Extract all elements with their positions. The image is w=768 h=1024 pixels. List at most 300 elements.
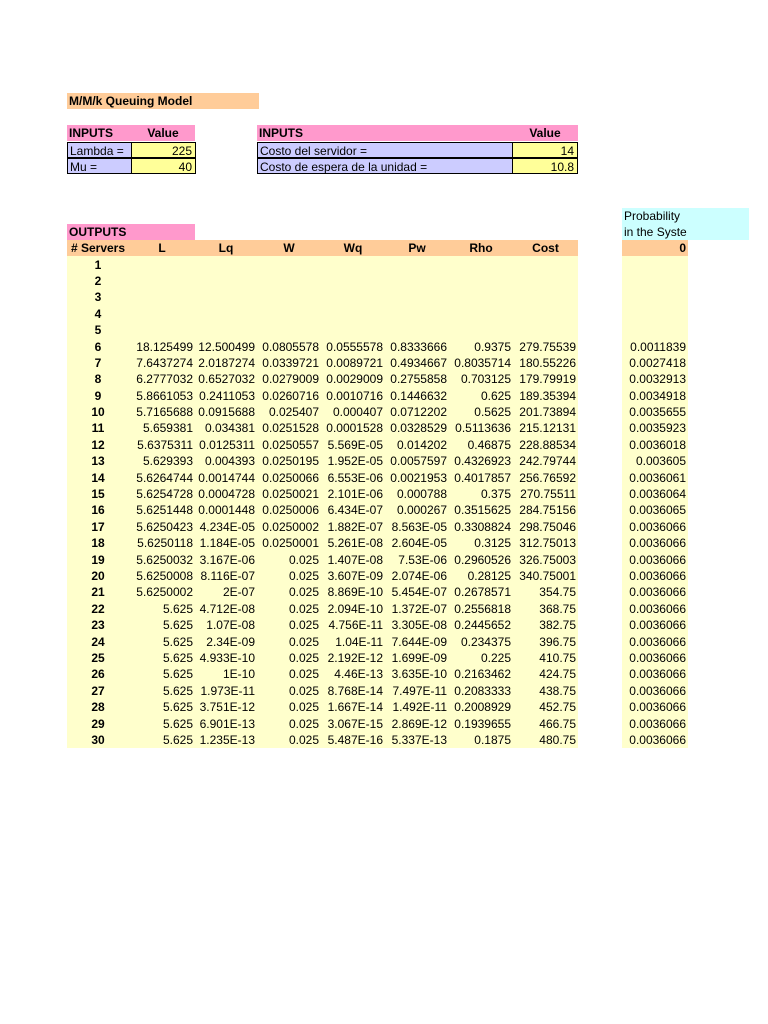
output-cell: 0.2755858 <box>385 371 449 387</box>
output-cell: 1.184E-05 <box>195 535 257 551</box>
output-cell: 5.625 <box>129 601 195 617</box>
server-count-cell: 8 <box>67 371 129 387</box>
output-cell: 298.75046 <box>513 519 578 535</box>
output-cell: 270.75511 <box>513 486 578 502</box>
output-cell: 0.0250021 <box>257 486 321 502</box>
col-header-lq: Lq <box>195 240 257 256</box>
output-cell <box>129 273 195 289</box>
table-row <box>67 420 578 436</box>
output-cell: 5.625 <box>129 666 195 682</box>
output-cell: 0.225 <box>449 650 513 666</box>
output-cell: 0.703125 <box>449 371 513 387</box>
server-count-cell: 15 <box>67 486 129 502</box>
probability-row <box>622 535 688 551</box>
output-cell: 3.167E-06 <box>195 551 257 567</box>
output-cell: 0.2163462 <box>449 666 513 682</box>
probability-cell: 0.0036066 <box>622 666 688 682</box>
output-cell: 1.04E-11 <box>321 633 385 649</box>
table-row <box>67 519 578 535</box>
output-cell: 5.6251448 <box>129 502 195 518</box>
output-cell <box>449 322 513 338</box>
output-cell: 0.025 <box>257 715 321 731</box>
table-row <box>67 601 578 617</box>
probability-row <box>622 666 688 682</box>
table-row <box>67 338 578 354</box>
output-cell: 5.6375311 <box>129 437 195 453</box>
output-cell: 12.500499 <box>195 338 257 354</box>
output-cell: 1.372E-07 <box>385 601 449 617</box>
output-cell <box>195 289 257 305</box>
col-header-cost: Cost <box>513 240 578 256</box>
output-cell: 0.0014744 <box>195 469 257 485</box>
output-cell: 5.6250008 <box>129 568 195 584</box>
output-cell: 0.234375 <box>449 633 513 649</box>
probability-row <box>622 256 688 272</box>
table-row <box>67 404 578 420</box>
output-cell: 340.75001 <box>513 568 578 584</box>
server-count-cell: 19 <box>67 551 129 567</box>
output-cell: 0.46875 <box>449 437 513 453</box>
output-cell: 1.973E-11 <box>195 683 257 699</box>
output-cell <box>129 322 195 338</box>
server-count-cell: 10 <box>67 404 129 420</box>
outputs-table <box>67 240 578 748</box>
table-row <box>67 256 578 272</box>
probability-row <box>622 584 688 600</box>
server-count-cell: 26 <box>67 666 129 682</box>
probability-row <box>622 338 688 354</box>
output-cell <box>257 306 321 322</box>
output-cell: 0.8333666 <box>385 338 449 354</box>
output-cell: 6.2777032 <box>129 371 195 387</box>
output-cell: 4.933E-10 <box>195 650 257 666</box>
probability-cell: 0.0036066 <box>622 699 688 715</box>
probability-row <box>622 502 688 518</box>
col-header-w: W <box>257 240 321 256</box>
output-cell: 0.0555578 <box>321 338 385 354</box>
table-row <box>67 437 578 453</box>
output-cell <box>129 306 195 322</box>
output-cell <box>321 256 385 272</box>
output-cell: 1.492E-11 <box>385 699 449 715</box>
output-cell: 5.629393 <box>129 453 195 469</box>
probability-column <box>622 240 688 748</box>
probability-cell: 0.0035655 <box>622 404 688 420</box>
output-cell: 4.234E-05 <box>195 519 257 535</box>
output-cell: 5.337E-13 <box>385 732 449 748</box>
probability-cell: 0.0036066 <box>622 601 688 617</box>
output-cell: 6.434E-07 <box>321 502 385 518</box>
output-cell: 0.0251528 <box>257 420 321 436</box>
server-count-cell: 21 <box>67 584 129 600</box>
output-cell: 0.2411053 <box>195 388 257 404</box>
output-cell: 5.6264744 <box>129 469 195 485</box>
lambda-label: Lambda = <box>67 142 131 158</box>
output-cell: 0.0125311 <box>195 437 257 453</box>
probability-cell: 0.0036061 <box>622 469 688 485</box>
probability-cell: 0.0036066 <box>622 551 688 567</box>
col-header-wq: Wq <box>321 240 385 256</box>
server-count-cell: 29 <box>67 715 129 731</box>
output-cell: 0.0089721 <box>321 355 385 371</box>
table-row <box>67 584 578 600</box>
server-count-cell: 6 <box>67 338 129 354</box>
output-cell: 5.625 <box>129 732 195 748</box>
waiting-cost-label: Costo de espera de la unidad = <box>257 158 512 174</box>
output-cell: 0.5625 <box>449 404 513 420</box>
table-row <box>67 683 578 699</box>
col-header-rho: Rho <box>449 240 513 256</box>
output-cell: 4.712E-08 <box>195 601 257 617</box>
output-cell <box>449 273 513 289</box>
output-cell: 5.659381 <box>129 420 195 436</box>
output-cell: 0.000407 <box>321 404 385 420</box>
output-cell: 2.0187274 <box>195 355 257 371</box>
probability-row <box>622 617 688 633</box>
probability-row <box>622 420 688 436</box>
mu-label: Mu = <box>67 158 131 174</box>
output-cell: 180.55226 <box>513 355 578 371</box>
output-cell: 5.625 <box>129 633 195 649</box>
server-count-cell: 2 <box>67 273 129 289</box>
table-row <box>67 486 578 502</box>
output-cell: 0.625 <box>449 388 513 404</box>
output-cell: 5.7165688 <box>129 404 195 420</box>
output-cell <box>385 322 449 338</box>
output-cell <box>513 289 578 305</box>
table-row <box>67 388 578 404</box>
output-cell: 1.407E-08 <box>321 551 385 567</box>
output-cell: 1.699E-09 <box>385 650 449 666</box>
probability-row <box>622 715 688 731</box>
probability-row <box>622 289 688 305</box>
table-row <box>67 551 578 567</box>
output-cell: 7.644E-09 <box>385 633 449 649</box>
output-cell: 179.79919 <box>513 371 578 387</box>
output-cell: 8.869E-10 <box>321 584 385 600</box>
probability-cell: 0.0036066 <box>622 519 688 535</box>
probability-cell <box>622 322 688 338</box>
output-cell: 0.0250557 <box>257 437 321 453</box>
output-cell: 0.6527032 <box>195 371 257 387</box>
output-cell: 3.067E-15 <box>321 715 385 731</box>
table-row <box>67 715 578 731</box>
probability-cell: 0.0036066 <box>622 683 688 699</box>
output-cell: 5.625 <box>129 683 195 699</box>
server-count-cell: 24 <box>67 633 129 649</box>
output-cell: 0.0250001 <box>257 535 321 551</box>
server-count-cell: 3 <box>67 289 129 305</box>
server-count-cell: 18 <box>67 535 129 551</box>
output-cell <box>385 306 449 322</box>
output-cell: 4.756E-11 <box>321 617 385 633</box>
server-cost-label: Costo del servidor = <box>257 142 512 158</box>
output-cell: 480.75 <box>513 732 578 748</box>
output-cell <box>257 256 321 272</box>
output-cell: 0.28125 <box>449 568 513 584</box>
output-cell <box>257 273 321 289</box>
output-cell <box>195 256 257 272</box>
table-row <box>67 535 578 551</box>
outputs-header-row <box>67 240 578 256</box>
output-cell: 0.2678571 <box>449 584 513 600</box>
output-cell: 0.2556818 <box>449 601 513 617</box>
probability-cell: 0.0036065 <box>622 502 688 518</box>
output-cell: 5.261E-08 <box>321 535 385 551</box>
probability-cell <box>622 289 688 305</box>
output-cell: 0.4934667 <box>385 355 449 371</box>
table-row <box>67 322 578 338</box>
output-cell: 0.2960526 <box>449 551 513 567</box>
output-cell: 452.75 <box>513 699 578 715</box>
probability-row <box>622 683 688 699</box>
output-cell: 0.025407 <box>257 404 321 420</box>
table-row <box>67 306 578 322</box>
output-cell: 0.2008929 <box>449 699 513 715</box>
probability-row <box>622 568 688 584</box>
output-cell: 438.75 <box>513 683 578 699</box>
probability-cell: 0.0036066 <box>622 732 688 748</box>
output-cell: 0.0001448 <box>195 502 257 518</box>
col-header-servers: # Servers <box>67 240 129 256</box>
output-cell: 0.025 <box>257 666 321 682</box>
output-cell <box>513 306 578 322</box>
output-cell: 5.569E-05 <box>321 437 385 453</box>
output-cell: 0.4326923 <box>449 453 513 469</box>
table-row <box>67 666 578 682</box>
output-cell: 1.952E-05 <box>321 453 385 469</box>
server-count-cell: 4 <box>67 306 129 322</box>
server-count-cell: 1 <box>67 256 129 272</box>
output-cell: 189.35394 <box>513 388 578 404</box>
output-cell: 0.000267 <box>385 502 449 518</box>
output-cell: 2.094E-10 <box>321 601 385 617</box>
output-cell: 0.4017857 <box>449 469 513 485</box>
output-cell: 0.025 <box>257 699 321 715</box>
probability-cell: 0.003605 <box>622 453 688 469</box>
output-cell <box>195 273 257 289</box>
probability-row <box>622 732 688 748</box>
output-cell: 5.625 <box>129 650 195 666</box>
output-cell: 2E-07 <box>195 584 257 600</box>
output-cell: 201.73894 <box>513 404 578 420</box>
output-cell: 8.768E-14 <box>321 683 385 699</box>
probability-row <box>622 273 688 289</box>
probability-cell <box>622 273 688 289</box>
server-count-cell: 20 <box>67 568 129 584</box>
waiting-cost-input[interactable]: 10.8 <box>512 158 578 174</box>
output-cell: 0.1446632 <box>385 388 449 404</box>
server-count-cell: 13 <box>67 453 129 469</box>
output-cell <box>513 273 578 289</box>
probability-cell: 0.0036066 <box>622 584 688 600</box>
output-cell: 2.869E-12 <box>385 715 449 731</box>
output-cell: 5.625 <box>129 617 195 633</box>
output-cell: 5.454E-07 <box>385 584 449 600</box>
output-cell: 8.563E-05 <box>385 519 449 535</box>
output-cell: 6.553E-06 <box>321 469 385 485</box>
probability-cell: 0.0032913 <box>622 371 688 387</box>
probability-cell: 0.0036066 <box>622 568 688 584</box>
probability-row <box>622 601 688 617</box>
probability-row <box>622 404 688 420</box>
probability-row <box>622 551 688 567</box>
output-cell: 0.3125 <box>449 535 513 551</box>
probability-cell: 0.0036066 <box>622 617 688 633</box>
inputs-left-header-value: Value <box>131 125 195 141</box>
probability-cell: 0.0036066 <box>622 535 688 551</box>
output-cell: 0.025 <box>257 633 321 649</box>
probability-label-line1: Probability <box>622 208 749 224</box>
probability-row <box>622 469 688 485</box>
table-row <box>67 633 578 649</box>
output-cell: 424.75 <box>513 666 578 682</box>
output-cell: 279.75539 <box>513 338 578 354</box>
output-cell: 0.025 <box>257 683 321 699</box>
output-cell: 6.901E-13 <box>195 715 257 731</box>
probability-header: 0 <box>622 240 688 256</box>
probability-row <box>622 519 688 535</box>
output-cell: 0.025 <box>257 584 321 600</box>
output-cell: 326.75003 <box>513 551 578 567</box>
probability-row <box>622 355 688 371</box>
output-cell: 5.6250032 <box>129 551 195 567</box>
table-row <box>67 732 578 748</box>
output-cell: 0.025 <box>257 732 321 748</box>
table-row <box>67 699 578 715</box>
output-cell: 7.53E-06 <box>385 551 449 567</box>
probability-cell: 0.0036066 <box>622 715 688 731</box>
probability-cell: 0.0011839 <box>622 338 688 354</box>
probability-cell: 0.0034918 <box>622 388 688 404</box>
output-cell: 0.0279009 <box>257 371 321 387</box>
output-cell: 0.025 <box>257 601 321 617</box>
server-count-cell: 11 <box>67 420 129 436</box>
output-cell: 0.0250002 <box>257 519 321 535</box>
probability-row <box>622 699 688 715</box>
output-cell <box>385 273 449 289</box>
output-cell: 1.882E-07 <box>321 519 385 535</box>
output-cell <box>129 256 195 272</box>
output-cell: 2.604E-05 <box>385 535 449 551</box>
probability-row <box>622 633 688 649</box>
inputs-right-header-label: INPUTS <box>257 125 512 141</box>
output-cell: 3.305E-08 <box>385 617 449 633</box>
table-row <box>67 568 578 584</box>
probability-cell: 0.0027418 <box>622 355 688 371</box>
output-cell: 0.0712202 <box>385 404 449 420</box>
lambda-input[interactable]: 225 <box>131 142 196 158</box>
output-cell: 0.0805578 <box>257 338 321 354</box>
server-cost-input[interactable]: 14 <box>512 142 578 158</box>
output-cell: 0.0250195 <box>257 453 321 469</box>
output-cell <box>449 289 513 305</box>
output-cell: 0.025 <box>257 650 321 666</box>
output-cell: 4.46E-13 <box>321 666 385 682</box>
output-cell: 0.0915688 <box>195 404 257 420</box>
output-cell: 5.8661053 <box>129 388 195 404</box>
table-row <box>67 355 578 371</box>
mu-input[interactable]: 40 <box>131 158 196 174</box>
probability-row <box>622 650 688 666</box>
output-cell: 7.497E-11 <box>385 683 449 699</box>
output-cell <box>195 306 257 322</box>
output-cell: 0.0328529 <box>385 420 449 436</box>
server-count-cell: 12 <box>67 437 129 453</box>
output-cell: 0.3308824 <box>449 519 513 535</box>
output-cell: 3.751E-12 <box>195 699 257 715</box>
output-cell <box>449 306 513 322</box>
output-cell: 3.635E-10 <box>385 666 449 682</box>
output-cell: 0.025 <box>257 617 321 633</box>
outputs-label: OUTPUTS <box>67 224 195 240</box>
probability-cell: 0.0036066 <box>622 633 688 649</box>
probability-row <box>622 437 688 453</box>
table-row <box>67 502 578 518</box>
server-count-cell: 27 <box>67 683 129 699</box>
output-cell: 5.625 <box>129 715 195 731</box>
output-cell: 0.0250006 <box>257 502 321 518</box>
output-cell: 0.004393 <box>195 453 257 469</box>
output-cell: 0.0057597 <box>385 453 449 469</box>
output-cell: 1.667E-14 <box>321 699 385 715</box>
output-cell <box>321 322 385 338</box>
output-cell: 0.0001528 <box>321 420 385 436</box>
output-cell: 2.34E-09 <box>195 633 257 649</box>
output-cell: 0.0339721 <box>257 355 321 371</box>
server-count-cell: 23 <box>67 617 129 633</box>
output-cell: 0.0021953 <box>385 469 449 485</box>
probability-cell <box>622 306 688 322</box>
output-cell <box>195 322 257 338</box>
probability-cell <box>622 256 688 272</box>
output-cell: 0.025 <box>257 568 321 584</box>
output-cell: 0.375 <box>449 486 513 502</box>
output-cell: 0.000788 <box>385 486 449 502</box>
col-header-l: L <box>129 240 195 256</box>
server-count-cell: 22 <box>67 601 129 617</box>
output-cell: 256.76592 <box>513 469 578 485</box>
probability-row <box>622 388 688 404</box>
probability-row <box>622 371 688 387</box>
output-cell: 0.014202 <box>385 437 449 453</box>
output-cell: 466.75 <box>513 715 578 731</box>
probability-cell: 0.0036064 <box>622 486 688 502</box>
output-cell <box>449 256 513 272</box>
probability-row <box>622 322 688 338</box>
server-count-cell: 5 <box>67 322 129 338</box>
output-cell <box>321 306 385 322</box>
output-cell: 0.5113636 <box>449 420 513 436</box>
output-cell: 0.1875 <box>449 732 513 748</box>
inputs-right-header-value: Value <box>512 125 578 141</box>
inputs-left-header-label: INPUTS <box>67 125 131 141</box>
col-header-pw: Pw <box>385 240 449 256</box>
output-cell: 0.0004728 <box>195 486 257 502</box>
server-count-cell: 9 <box>67 388 129 404</box>
table-row <box>67 289 578 305</box>
output-cell: 0.1939655 <box>449 715 513 731</box>
output-cell: 382.75 <box>513 617 578 633</box>
output-cell: 228.88534 <box>513 437 578 453</box>
output-cell: 5.6250002 <box>129 584 195 600</box>
probability-row <box>622 453 688 469</box>
output-cell: 1E-10 <box>195 666 257 682</box>
output-cell <box>385 289 449 305</box>
model-title: M/M/k Queuing Model <box>67 93 259 109</box>
output-cell: 7.6437274 <box>129 355 195 371</box>
output-cell: 215.12131 <box>513 420 578 436</box>
